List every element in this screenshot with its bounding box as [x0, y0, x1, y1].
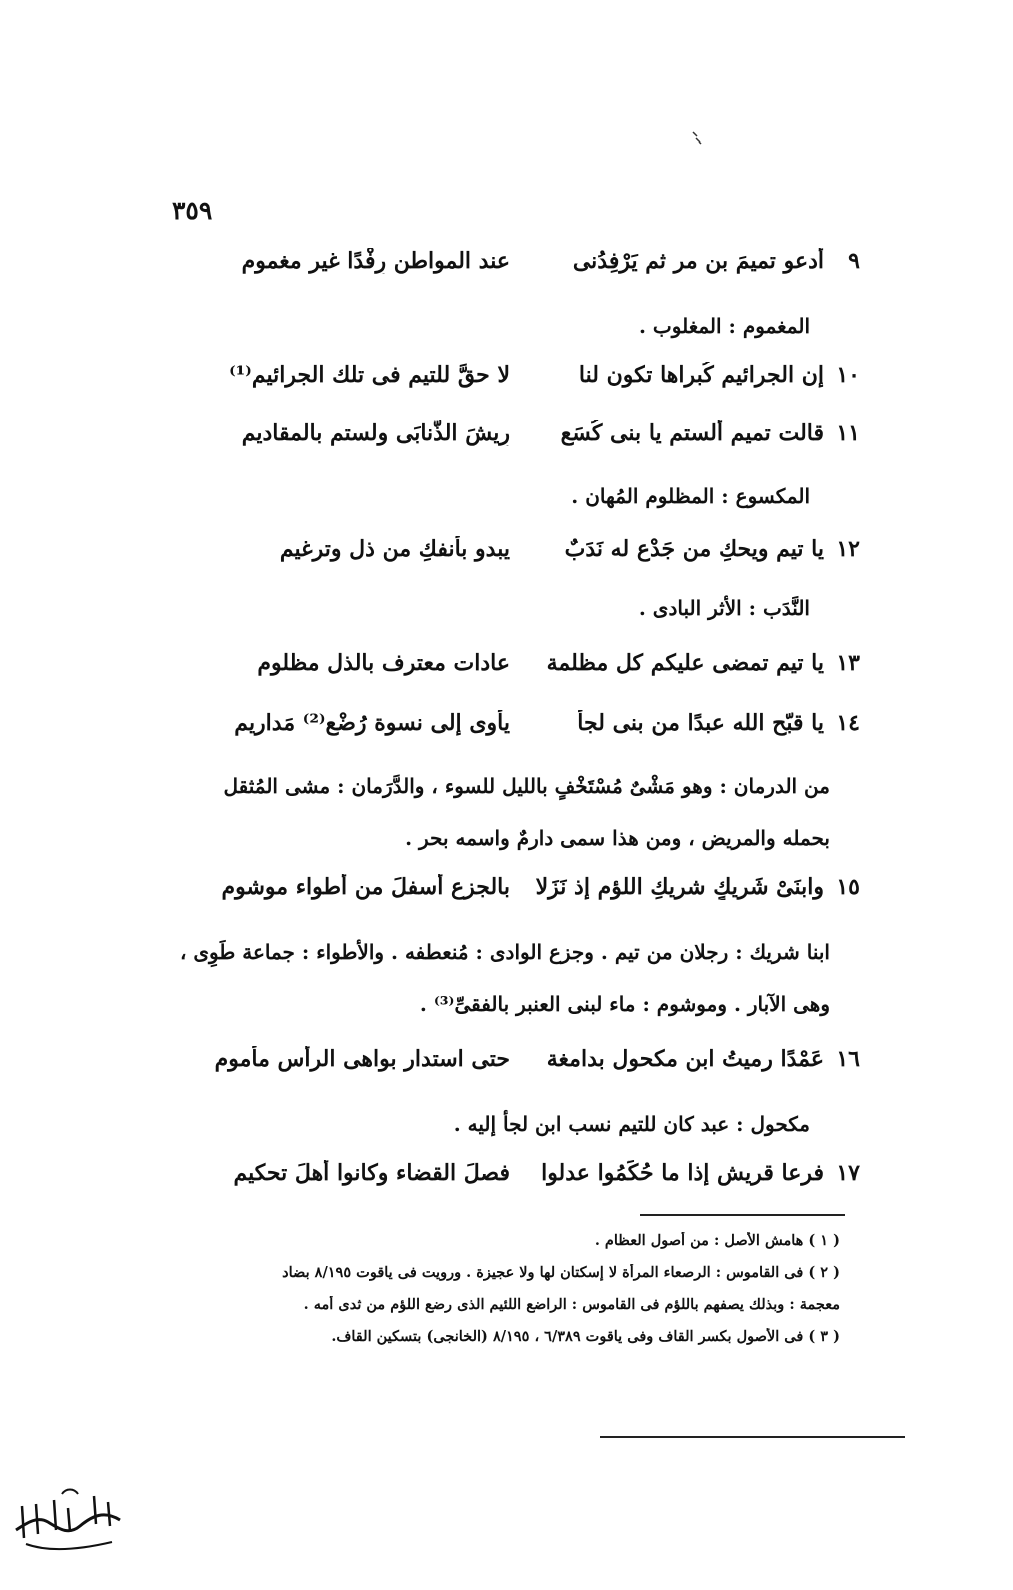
verse-number: ١٤: [836, 710, 860, 736]
gloss-12: النَّدَب : الأثر البادى .: [638, 596, 810, 620]
verse-number: ١٣: [836, 650, 860, 676]
gloss-15: ابنا شريك : رجلان من تيم . وجزع الوادى : مُنعطفه . والأطواء : جماعة طَوِى ، وهى الآبار . وموشوم : ماء لبنى العنبر بالفقىِّ⁽³⁾ .: [179, 940, 830, 1016]
verse-first-hemistich: أدعو تميمَ بن مر ثم يَرْفِدُنى: [572, 248, 824, 274]
verse-second-hemistich: حتى استدار بواهى الرأس مأموم: [214, 1046, 510, 1072]
verse-first-hemistich: وابنَىْ شَريكٍ شريكِ اللؤم إذ نَزَلا: [535, 874, 824, 900]
verse-number: ١٢: [836, 536, 860, 562]
verse-second-hemistich: رِيشَ الذُّنابَى ولستم بالمقاديم: [241, 420, 510, 446]
gloss-9: المغموم : المغلوب .: [638, 314, 810, 338]
verse-9: [190, 248, 860, 288]
verse-number: ٩: [848, 248, 860, 274]
verse-17: [190, 1160, 860, 1200]
verse-first-hemistich: عَمْدًا رميتُ ابن مكحول بدامغة: [546, 1046, 824, 1072]
calligraphic-stamp-logo: [8, 1486, 128, 1558]
verse-first-hemistich: قالت تميم ألستم يا بنى كُسَعٍ: [560, 420, 824, 446]
verse-14: [190, 710, 860, 750]
verse-10: [190, 362, 860, 402]
verse-12: [190, 536, 860, 576]
verse-first-hemistich: يا قبّح الله عبدًا من بنى لجأ: [577, 710, 824, 736]
verse-second-hemistich: يبدو بأنفكِ من ذل وترغيم: [279, 536, 510, 562]
verse-second-hemistich: عادات معترف بالذل مظلوم: [257, 650, 510, 676]
gloss-11: المكسوع : المظلوم المُهان .: [571, 484, 810, 508]
verse-13: [190, 650, 860, 690]
footnote-2: ( ٢ ) فى القاموس : الرصعاء المرأة لا إسكتان لها ولا عجيزة . ورويت فى ياقوت ٨/١٩٥ بضاد: [282, 1264, 840, 1281]
verse-number: ١١: [836, 420, 860, 446]
gloss-14: من الدرمان : وهو مَشْىٌ مُسْتَخْفٍ بالليل للسوء ، والدَّرَمان : مشى المُثقل بحمله والمريض ، ومن هذا سمى دارمٌ واسمه بحر .: [223, 774, 830, 850]
bottom-rule: [600, 1436, 905, 1438]
verse-first-hemistich: يا تيم تمضى عليكم كل مظلمة: [546, 650, 824, 676]
verse-second-hemistich: لا حقَّ للتيم فى تلك الجرائيم⁽¹⁾: [229, 362, 510, 388]
verse-second-hemistich: عند المواطن رِفْدًا غير مغموم: [241, 248, 510, 274]
verse-first-hemistich: يا تيم ويحكِ من جَدْع له نَدَبٌ: [564, 536, 824, 562]
verse-11: [190, 420, 860, 460]
gloss-16: مكحول : عبد كان للتيم نسب ابن لجأ إليه .: [453, 1112, 810, 1136]
ink-speck-icon: [690, 130, 704, 146]
footnote-3: ( ٣ ) فى الأصول بكسر القاف وفى ياقوت ٦/٣٨٩ ، ٨/١٩٥ (الخانجى) بتسكين القاف.: [331, 1328, 840, 1345]
verse-number: ١٥: [836, 874, 860, 900]
verse-number: ١٠: [836, 362, 860, 388]
verse-first-hemistich: فرعا قريش إذا ما حُكِّمُوا عدلوا: [541, 1160, 824, 1186]
verse-second-hemistich: يأوى إلى نسوة رُضْعٍ⁽²⁾ مَداريم: [234, 710, 510, 736]
verse-number: ١٧: [836, 1160, 860, 1186]
verse-16: [190, 1046, 860, 1086]
footnote-rule: [640, 1214, 845, 1216]
footnote-2-continued: معجمة : وبذلك يصفهم باللؤم فى القاموس : الراضع اللئيم الذى رضع اللؤم من ثدى أمه .: [303, 1296, 840, 1313]
footnote-1: ( ١ ) هامش الأصل : من أصول العظام .: [594, 1232, 840, 1249]
verse-second-hemistich: بالجزع أسفلَ من أطواء موشوم: [221, 874, 510, 900]
verse-15: [190, 874, 860, 914]
verse-first-hemistich: إن الجرائيم كُبراها تكون لنا: [578, 362, 824, 388]
page-number: ٣٥٩: [172, 196, 213, 225]
verse-number: ١٦: [836, 1046, 860, 1072]
verse-second-hemistich: فصلَ القضاء وكانوا أهلَ تحكيم: [233, 1160, 510, 1186]
